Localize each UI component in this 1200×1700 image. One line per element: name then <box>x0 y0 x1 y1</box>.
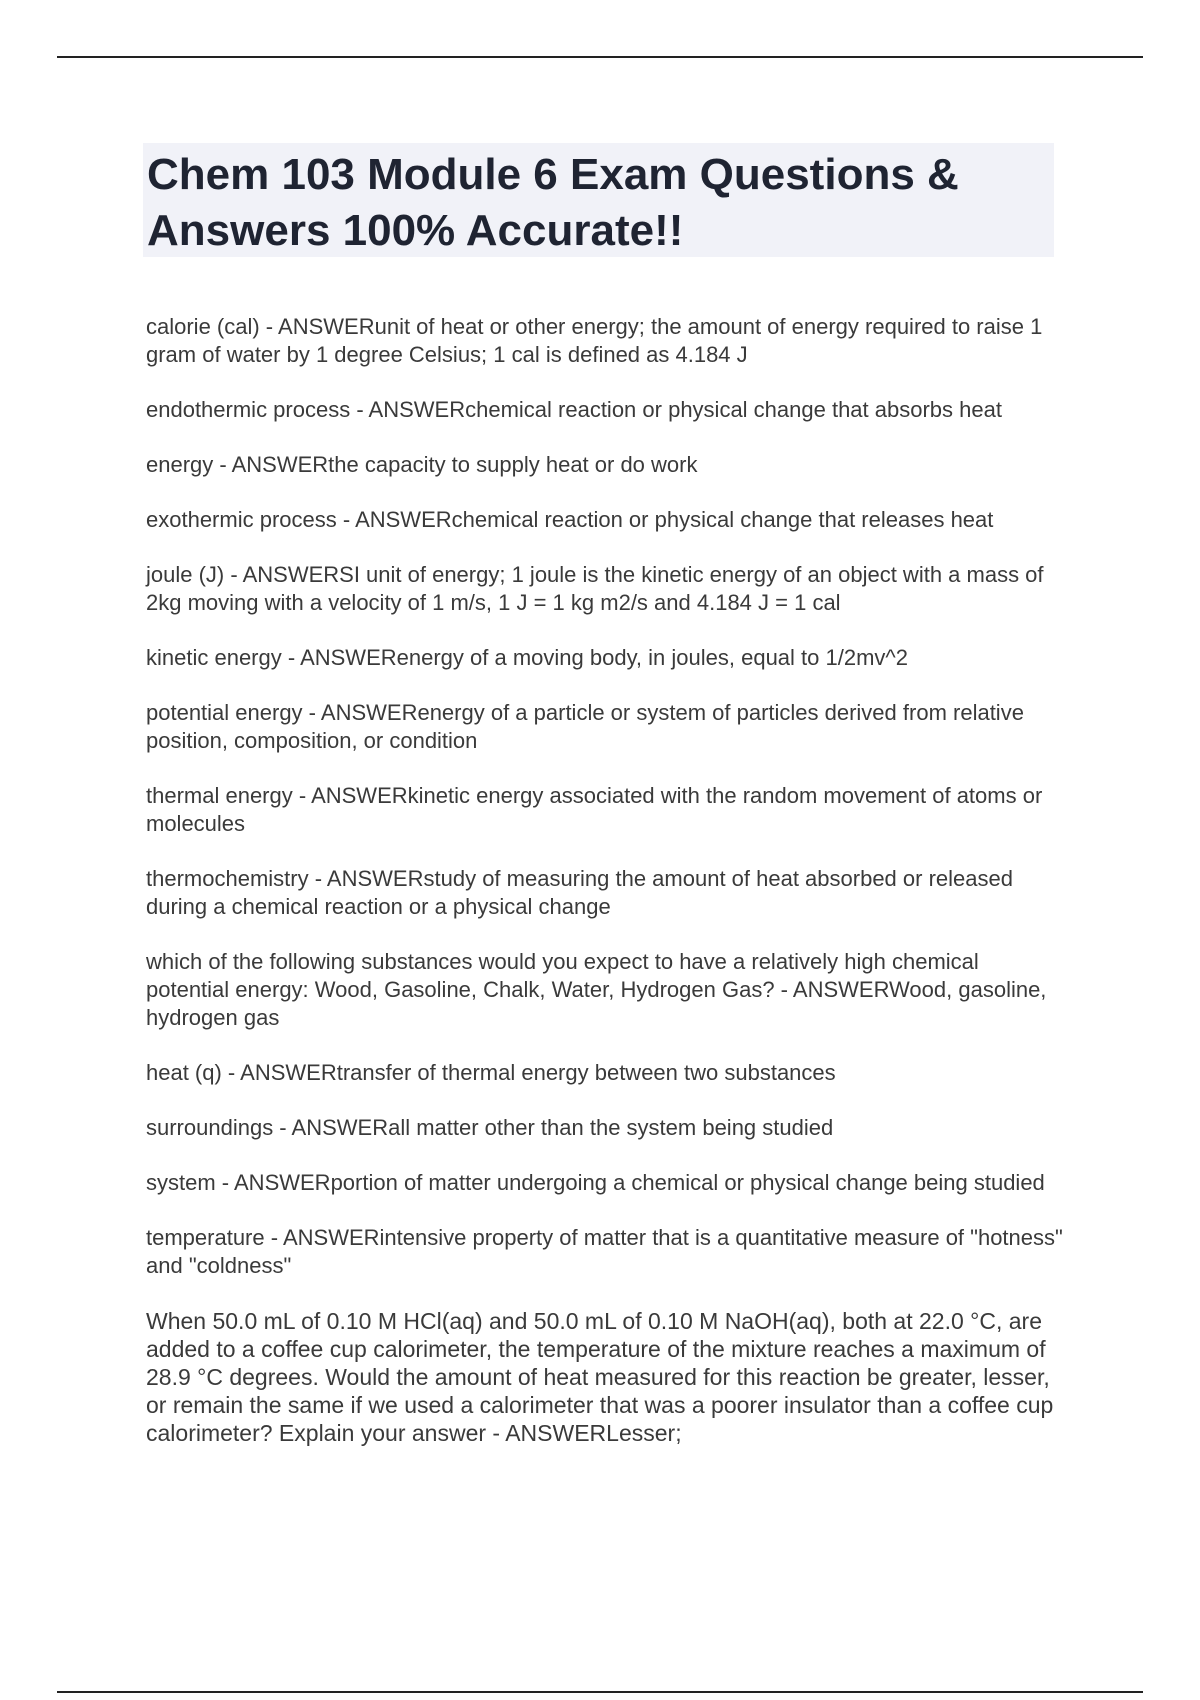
qa-list <box>146 313 1066 1474</box>
top-divider <box>57 56 1143 58</box>
qa-item-system: system - ANSWERportion of matter undergoing a chemical or physical change being studied <box>146 1170 1045 1195</box>
qa-item-heat: heat (q) - ANSWERtransfer of thermal energy between two substances <box>146 1060 836 1085</box>
bottom-divider <box>57 1691 1143 1693</box>
page-title: Chem 103 Module 6 Exam Questions & Answers 100% Accurate!! <box>147 150 959 255</box>
qa-item-kinetic-energy: kinetic energy - ANSWERenergy of a moving body, in joules, equal to 1/2mv^2 <box>146 645 908 670</box>
qa-item-exothermic: exothermic process - ANSWERchemical reaction or physical change that releases heat <box>146 507 994 532</box>
title-banner <box>143 143 1054 257</box>
qa-item-endothermic: endothermic process - ANSWERchemical reaction or physical change that absorbs heat <box>146 397 1002 422</box>
qa-item-calorie: calorie (cal) - ANSWERunit of heat or other energy; the amount of energy required to raise 1 gram of water by 1 degree Celsius; 1 cal is defined as 4.184 J <box>146 314 1043 367</box>
qa-item-surroundings: surroundings - ANSWERall matter other than the system being studied <box>146 1115 834 1140</box>
qa-item-energy: energy - ANSWERthe capacity to supply heat or do work <box>146 452 698 477</box>
qa-item-thermal-energy: thermal energy - ANSWERkinetic energy associated with the random movement of atoms or molecules <box>146 783 1043 836</box>
qa-item-temperature: temperature - ANSWERintensive property of matter that is a quantitative measure of "hotness" and "coldness" <box>146 1225 1063 1278</box>
qa-item-calorimeter-question: When 50.0 mL of 0.10 M HCl(aq) and 50.0 mL of 0.10 M NaOH(aq), both at 22.0 °C, are added to a coffee cup calorimeter, the temperature of the mixture reaches a maximum of 28.9 °C degrees. Would the amount of heat measured for this reaction be greater, lesser, or remain the same if we used a calorimeter that was a poorer insulator than a coffee cup calorimeter? Explain your answer - ANSWERLesser; <box>146 1308 1054 1446</box>
qa-item-potential-energy: potential energy - ANSWERenergy of a particle or system of particles derived from relative position, composition, or condition <box>146 700 1024 753</box>
qa-item-potential-substances: which of the following substances would you expect to have a relatively high chemical potential energy: Wood, Gasoline, Chalk, Water, Hydrogen Gas? - ANSWERWood, gasoline, hydrogen gas <box>146 949 1047 1030</box>
qa-item-thermochemistry: thermochemistry - ANSWERstudy of measuring the amount of heat absorbed or released during a chemical reaction or a physical change <box>146 866 1013 919</box>
qa-item-joule: joule (J) - ANSWERSI unit of energy; 1 joule is the kinetic energy of an object with a mass of 2kg moving with a velocity of 1 m/s, 1 J = 1 kg m2/s and 4.184 J = 1 cal <box>146 562 1044 615</box>
